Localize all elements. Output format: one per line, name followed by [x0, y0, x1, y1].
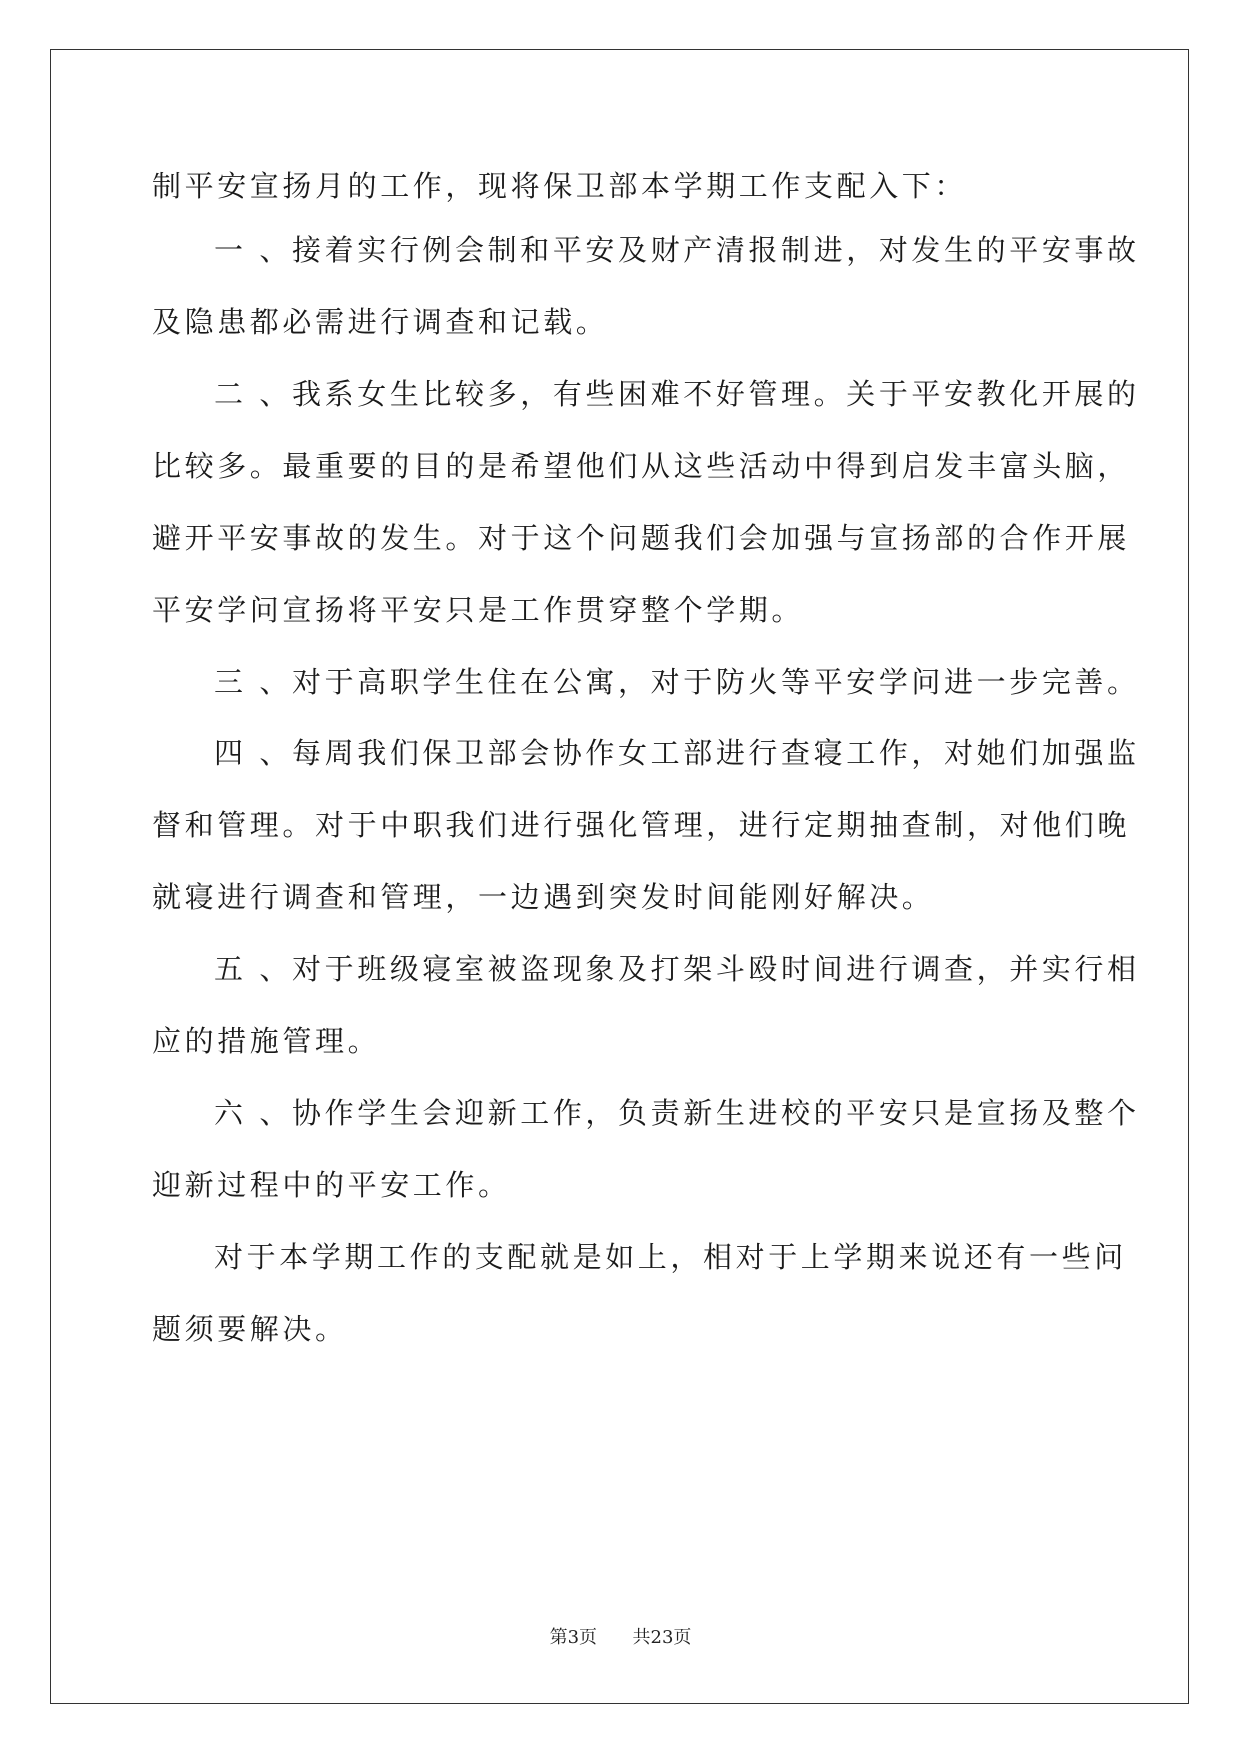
text-line: 题须要解决。: [152, 1312, 348, 1346]
current-page-number: 第3页: [549, 1627, 598, 1648]
text-line: 六 、协作学生会迎新工作，负责新生进校的平安只是宣扬及整个: [214, 1096, 1140, 1130]
text-line: 四 、每周我们保卫部会协作女工部进行查寝工作，对她们加强监: [214, 736, 1140, 770]
text-line: 二 、我系女生比较多，有些困难不好管理。关于平安教化开展的: [214, 377, 1140, 411]
text-line: 一 、接着实行例会制和平安及财产清报制进，对发生的平安事故: [214, 233, 1140, 267]
text-line: 迎新过程中的平安工作。: [152, 1168, 511, 1202]
text-line: 应的措施管理。: [152, 1024, 381, 1058]
text-line: 比较多。最重要的目的是希望他们从这些活动中得到启发丰富头脑，: [152, 449, 1131, 483]
text-line: 督和管理。对于中职我们进行强化管理，进行定期抽查制，对他们晚: [152, 808, 1131, 842]
text-line: 制平安宣扬月的工作，现将保卫部本学期工作支配入下：: [152, 169, 968, 203]
text-line: 就寝进行调查和管理，一边遇到突发时间能刚好解决。: [152, 880, 935, 914]
page-footer: [0, 1623, 1241, 1649]
text-line: 五 、对于班级寝室被盗现象及打架斗殴时间进行调查，并实行相: [214, 952, 1140, 986]
text-line: 避开平安事故的发生。对于这个问题我们会加强与宣扬部的合作开展: [152, 521, 1131, 555]
text-line: 对于本学期工作的支配就是如上，相对于上学期来说还有一些问: [214, 1240, 1127, 1274]
text-line: 三 、对于高职学生住在公寓，对于防火等平安学问进一步完善。: [214, 665, 1140, 699]
text-line: 及隐患都必需进行调查和记载。: [152, 305, 609, 339]
total-page-count: 共23页: [632, 1627, 692, 1648]
text-line: 平安学问宣扬将平安只是工作贯穿整个学期。: [152, 593, 805, 627]
